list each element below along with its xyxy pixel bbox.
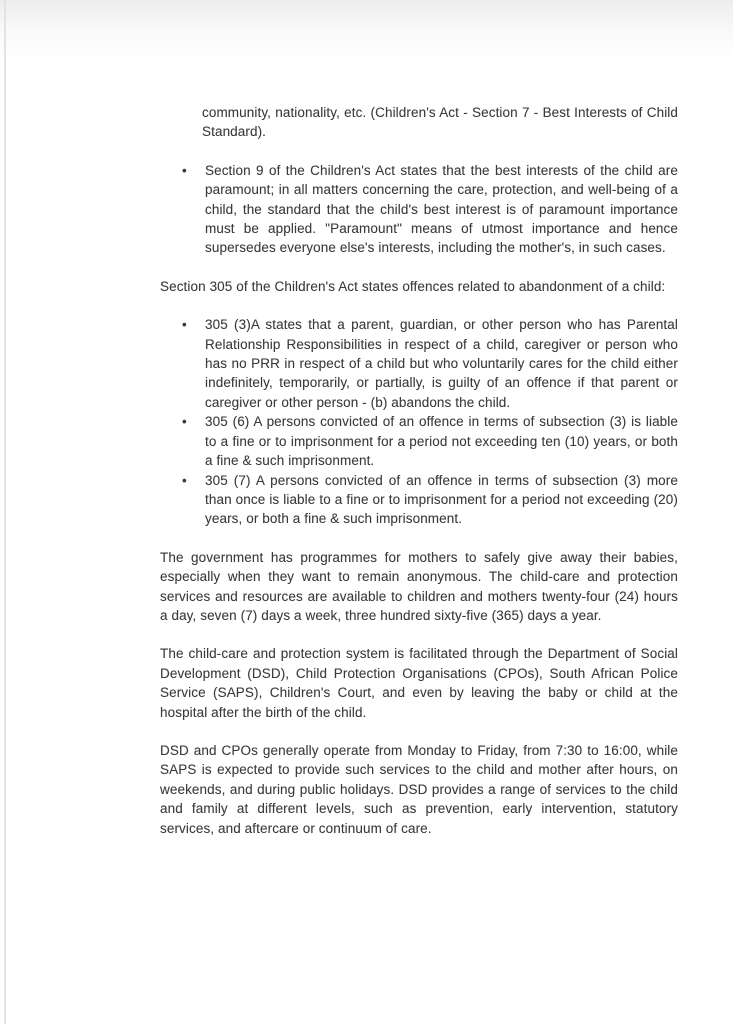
bullet-icon: • <box>182 162 187 178</box>
paragraph-continuation <box>160 103 678 142</box>
text-run: DSD and CPOs generally operate from Monday to Friday, from 7:30 to 16:00, while SAPS is expected to provide such services to the child and mother after hours, on weekends, and during public holidays. DSD provides a range of services to the child and family at different levels, such as prevention, early intervention, statutory services, and aftercare or continuum of care. <box>160 742 678 836</box>
text-run: Section 9 of the Children's Act states that the best interests of the child are paramount; in all matters concerning the care, protection, and well-being of a child, the standard that the child's best interest is of paramount importance must be applied. "Paramount" means of utmost importance and hence supersedes everyone else's interests, including the mother's, in such cases. <box>205 162 678 256</box>
bullet-item <box>160 161 678 258</box>
page-left-edge <box>4 0 6 1024</box>
bullet-icon: • <box>182 414 187 430</box>
paragraph <box>160 277 678 296</box>
bullet-icon: • <box>182 472 187 488</box>
page-top-shadow <box>0 0 733 60</box>
bullet-item <box>160 412 678 470</box>
text-run: 305 (3)A states that a parent, guardian, or other person who has Parental Relationship Responsibilities in respect of a child, caregiver or person who has no PRR in respect of a child but who voluntarily cares for the child either indefinitely, temporarily, or partially, is guilty of an offence if that parent or caregiver or other person - (b) abandons the child. <box>205 317 678 410</box>
paragraph <box>160 548 678 626</box>
text-run: Section 305 of the Children's Act states offences related to abandonment of a child: <box>160 278 666 294</box>
text-run: 305 (6) A persons convicted of an offence in terms of subsection (3) is liable to a fine or to imprisonment for a period not exceeding ten (10) years, or both a fine & such imprisonment. <box>205 414 678 469</box>
bullet-icon: • <box>182 317 187 333</box>
paragraph <box>160 741 678 838</box>
text-run: The government has programmes for mothers to safely give away their babies, especially when they want to remain anonymous. The child-care and protection services and resources are available to children and mothers twenty-four (24) hours a day, seven (7) days a week, three hundred sixty-five (365) days a year. <box>160 549 678 623</box>
text-run: The child-care and protection system is facilitated through the Department of Social Development (DSD), Child Protection Organisations (CPOs), South African Police Service (SAPS), Children's Court, and even by leaving the baby or child at the hospital after the birth of the child. <box>160 646 678 720</box>
text-run: community, nationality, etc. (Children's Act - Section 7 - Best Interests of Child Standard). <box>202 105 678 140</box>
document-content <box>160 103 678 838</box>
text-run: 305 (7) A persons convicted of an offence in terms of subsection (3) more than once is liable to a fine or to imprisonment for a period not exceeding (20) years, or both a fine & such imprisonment. <box>205 472 678 527</box>
bullet-item <box>160 315 678 412</box>
bullet-item <box>160 471 678 529</box>
paragraph <box>160 644 678 722</box>
